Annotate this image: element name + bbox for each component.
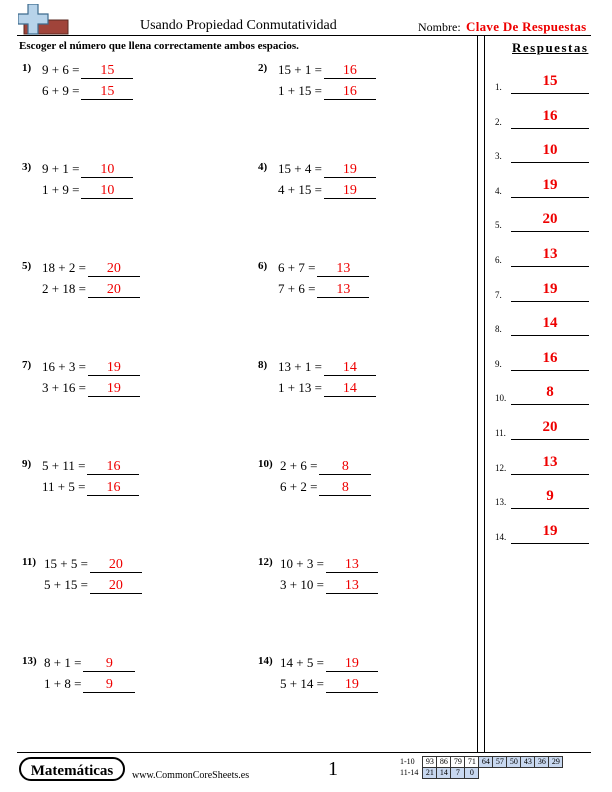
equation-line [280,655,378,672]
answer-blank: 15 [81,63,133,79]
column-divider-1 [477,36,478,752]
answer-key-number: 12. [495,462,507,473]
equation-line [42,458,139,475]
answer-key-item [495,210,595,232]
problem-number: 11) [22,556,37,568]
equation-line [42,182,133,199]
equation-line [44,577,142,594]
answer-blank: 19 [326,656,378,672]
answer-blank: 14 [324,360,376,376]
equation-text: 2 + 6 = [280,458,318,473]
problem-number: 10) [258,458,273,470]
answer-key-number: 8. [495,324,502,335]
answer-key-item [495,522,595,544]
problem-1 [22,62,222,112]
answer-blank: 13 [326,557,378,573]
problem-9 [22,458,222,508]
answer-key-number: 3. [495,151,502,162]
score-row [398,768,563,779]
answer-blank: 19 [326,677,378,693]
score-cell: 0 [465,768,479,779]
score-cell: 14 [437,768,451,779]
equation-text: 18 + 2 = [42,260,86,275]
answer-key-value: 20 [511,417,589,440]
equation-text: 6 + 7 = [278,260,316,275]
equation-text: 4 + 15 = [278,182,322,197]
answer-key-item [495,72,595,94]
problem-4 [258,161,458,211]
answer-blank: 19 [324,183,376,199]
equation-text: 14 + 5 = [280,655,324,670]
equation-line [278,62,376,79]
answer-blank: 20 [88,282,140,298]
answer-key-title: Respuestas [512,40,589,55]
problem-13 [22,655,222,705]
equation-text: 2 + 18 = [42,281,86,296]
problem-number: 8) [258,359,268,371]
name-label: Nombre: [418,20,461,34]
equation-text: 6 + 9 = [42,83,80,98]
problem-number: 2) [258,62,268,74]
answer-key-item [495,141,595,163]
column-divider-2 [484,36,485,752]
equation-text: 11 + 5 = [42,479,86,494]
equation-line [280,458,371,475]
answer-blank: 20 [90,578,142,594]
problem-number: 1) [22,62,32,74]
score-row [398,757,563,768]
site-url: www.CommonCoreSheets.es [132,770,250,781]
equation-text: 15 + 4 = [278,161,322,176]
problem-number: 4) [258,161,268,173]
header-divider [17,35,591,36]
equation-line [280,556,378,573]
equation-text: 13 + 1 = [278,359,322,374]
answer-key-item [495,176,595,198]
equation-text: 3 + 16 = [42,380,86,395]
problem-number: 5) [22,260,32,272]
answer-key-item [495,487,595,509]
equation-text: 5 + 11 = [42,458,86,473]
equation-text: 16 + 3 = [42,359,86,374]
equation-line [42,83,133,100]
worksheet-title: Usando Propiedad Conmutatividad [140,18,337,33]
equation-line [42,479,139,496]
answer-blank: 16 [87,459,139,475]
equation-line [42,161,133,178]
answer-key-value: 10 [511,140,589,163]
problem-8 [258,359,458,409]
answer-blank: 16 [324,63,376,79]
score-cell: 50 [507,757,521,768]
equation-text: 7 + 6 = [278,281,316,296]
answer-key-number: 4. [495,185,502,196]
equation-text: 6 + 2 = [280,479,318,494]
answer-key-number: 5. [495,220,502,231]
problem-12 [258,556,458,606]
page-number: 1 [328,758,338,780]
answer-blank: 20 [88,261,140,277]
answer-blank: 9 [83,677,135,693]
answer-key-value: 15 [511,71,589,94]
score-cell: 43 [521,757,535,768]
problem-2 [258,62,458,112]
score-cell: 57 [493,757,507,768]
problem-number: 12) [258,556,273,568]
score-table [398,756,563,779]
answer-blank: 10 [81,162,133,178]
brand-badge: Matemáticas [19,757,125,781]
equation-text: 9 + 6 = [42,62,80,77]
score-cell: 7 [451,768,465,779]
score-cell: 64 [479,757,493,768]
answer-blank: 16 [87,480,139,496]
answer-blank: 9 [83,656,135,672]
problem-number: 3) [22,161,32,173]
answer-key-item [495,418,595,440]
answer-key-number: 1. [495,82,502,92]
equation-line [42,359,140,376]
answer-key-number: 9. [495,358,502,369]
answer-blank: 14 [324,381,376,397]
equation-text: 1 + 8 = [44,676,82,691]
equation-line [278,83,376,100]
answer-key-value: 8 [511,382,589,405]
answer-key-number: 7. [495,289,502,300]
equation-line [44,556,142,573]
problem-number: 6) [258,260,268,272]
equation-line [280,479,371,496]
score-cell: 71 [465,757,479,768]
plus-logo-icon [18,4,70,38]
answer-blank: 15 [81,84,133,100]
equation-text: 15 + 5 = [44,556,88,571]
equation-text: 9 + 1 = [42,161,80,176]
answer-key-number: 14. [495,531,507,542]
problem-5 [22,260,222,310]
answer-blank: 16 [324,84,376,100]
equation-text: 10 + 3 = [280,556,324,571]
answer-key-number: 2. [495,116,502,127]
answer-blank: 19 [324,162,376,178]
footer-divider [17,752,591,753]
answer-key-value: 13 [511,452,589,475]
equation-line [42,281,140,298]
problem-number: 7) [22,359,32,371]
equation-line [44,676,135,693]
answer-key-item [495,245,595,267]
equation-text: 1 + 13 = [278,380,322,395]
problem-10 [258,458,458,508]
answer-key-item [495,280,595,302]
problem-number: 9) [22,458,32,470]
problem-11 [22,556,222,606]
answer-key-value: 19 [511,279,589,302]
answer-key-value: 9 [511,486,589,509]
equation-line [278,281,369,298]
answer-key-value: 13 [511,244,589,267]
answer-blank: 8 [319,459,371,475]
answer-blank: 19 [88,381,140,397]
answer-key-value: 16 [511,106,589,129]
answer-blank: 8 [319,480,371,496]
answer-blank: 10 [81,183,133,199]
problem-3 [22,161,222,211]
score-cell: 21 [423,768,437,779]
answer-key-value: 20 [511,209,589,232]
answer-blank: 19 [88,360,140,376]
name-value: Clave De Respuestas [466,19,587,34]
problem-14 [258,655,458,705]
equation-line [42,380,140,397]
score-cell: 86 [437,757,451,768]
equation-line [278,359,376,376]
answer-key-number: 13. [495,497,507,508]
equation-text: 1 + 15 = [278,83,322,98]
answer-blank: 13 [317,282,369,298]
instructions: Escoger el número que llena correctamente ambos espacios. [19,40,299,52]
score-cell: 29 [549,757,563,768]
equation-line [42,62,133,79]
answer-key-item [495,107,595,129]
answer-blank: 13 [326,578,378,594]
equation-text: 5 + 14 = [280,676,324,691]
answer-key-item [495,453,595,475]
equation-text: 5 + 15 = [44,577,88,592]
equation-text: 1 + 9 = [42,182,80,197]
equation-text: 3 + 10 = [280,577,324,592]
equation-line [278,182,376,199]
equation-line [278,260,369,277]
score-row-label: 11-14 [400,768,419,777]
equation-line [278,161,376,178]
answer-key-value: 14 [511,313,589,336]
answer-blank: 13 [317,261,369,277]
answer-blank: 20 [90,557,142,573]
equation-line [280,676,378,693]
answer-key-value: 19 [511,521,589,544]
problem-number: 14) [258,655,273,667]
answer-key-item [495,349,595,371]
score-cell: 79 [451,757,465,768]
answer-key-value: 19 [511,175,589,198]
equation-line [280,577,378,594]
answer-key-number: 11. [495,428,506,438]
problem-7 [22,359,222,409]
equation-text: 15 + 1 = [278,62,322,77]
answer-key-item [495,383,595,405]
score-cell: 93 [423,757,437,768]
equation-line [42,260,140,277]
equation-line [278,380,376,397]
answer-key-number: 10. [495,393,507,404]
answer-key-number: 6. [495,255,502,265]
problem-number: 13) [22,655,37,667]
answer-key-value: 16 [511,348,589,371]
equation-text: 8 + 1 = [44,655,82,670]
equation-line [44,655,135,672]
problem-6 [258,260,458,310]
score-cell: 36 [535,757,549,768]
score-row-label: 1-10 [400,757,415,766]
answer-key-item [495,314,595,336]
